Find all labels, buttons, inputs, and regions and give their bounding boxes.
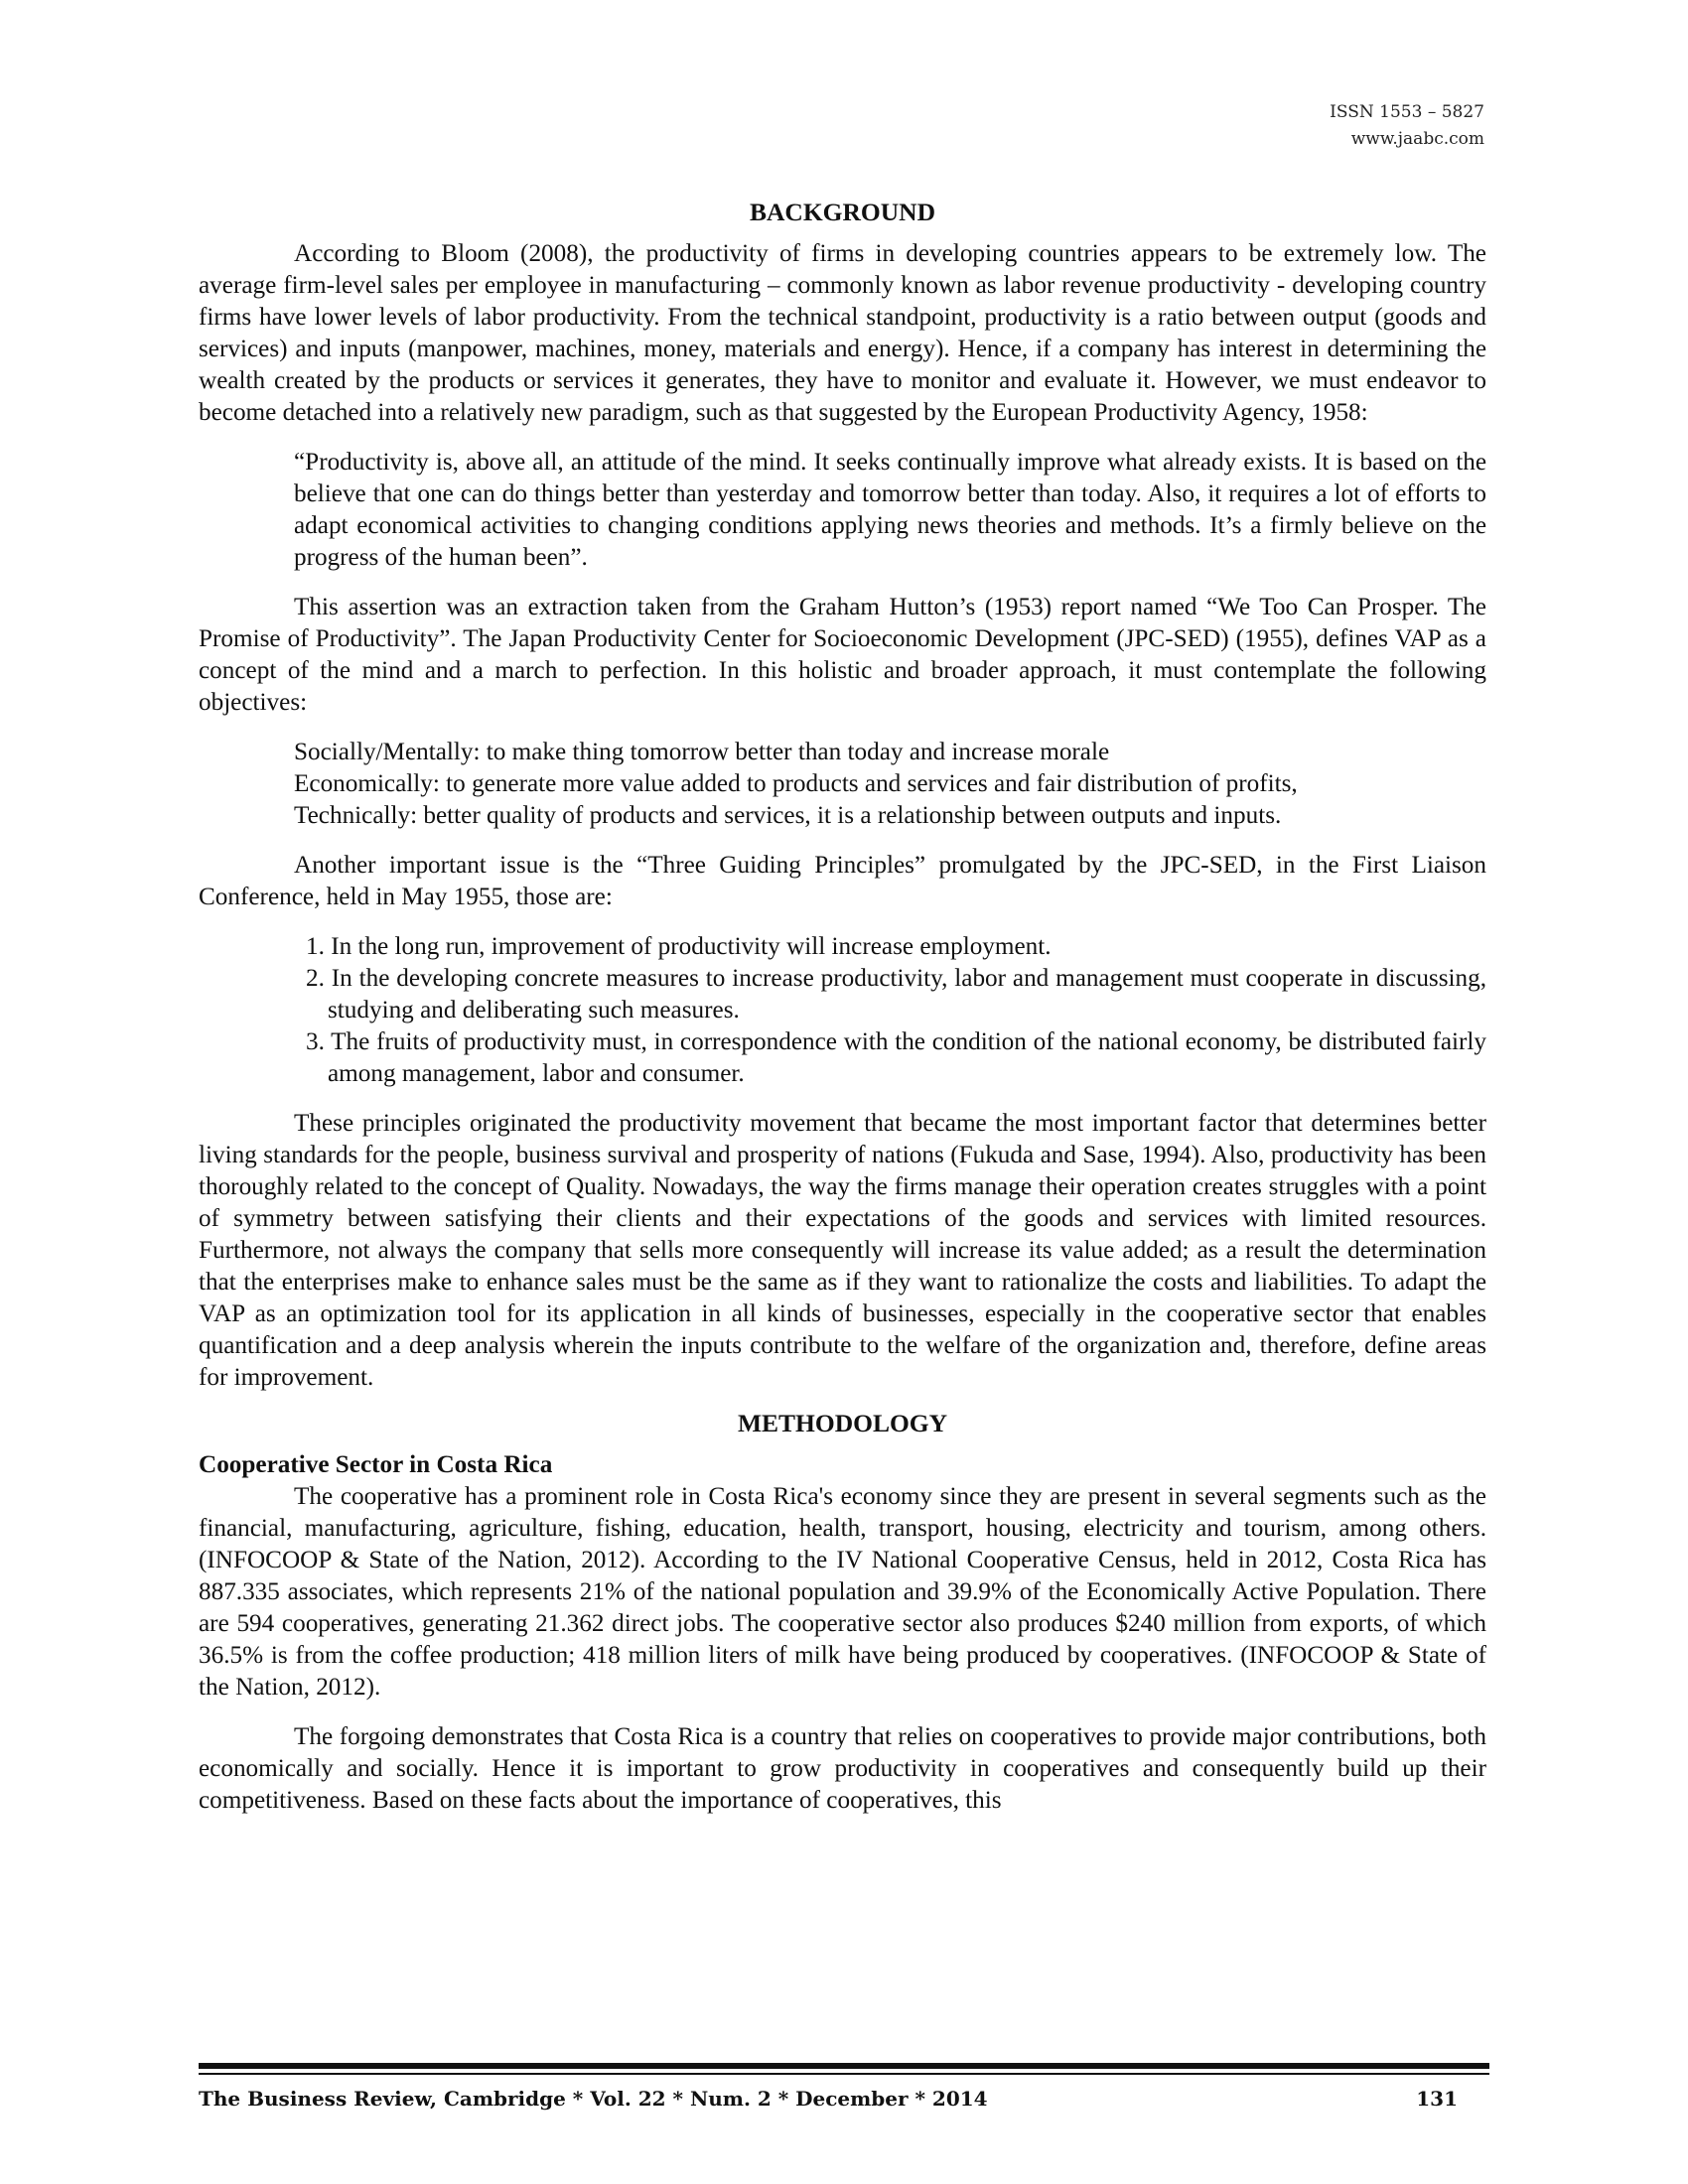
background-paragraph-4: These principles originated the productivity movement that became the most important factor that determines better living standards for the people, business survival and prosperity of nations (Fukuda and Sase, 1994). Also, productivity has been thoroughly related to the concept of Quality. Nowadays, the way the firms manage their operation creates struggles with a point of symmetry between satisfying their clients and their expectations of the goods and services with limited resources. Furthermore, not always the company that sells more consequently will increase its value added; as a result the determination that the enterprises make to enhance sales must be the same as if they want to rationalize the costs and liabilities. To adapt the VAP as an optimization tool for its application in all kinds of businesses, especially in the cooperative sector that enables quantification and a deep analysis wherein the inputs contribute to the welfare of the organization and, therefore, define areas for improvement. <box>199 1110 1486 1391</box>
principle-item: 3. The fruits of productivity must, in correspondence with the condition of the national economy, be distributed fairly among management, labor and consumer. <box>306 1028 1486 1087</box>
background-paragraph-1: According to Bloom (2008), the productivity of firms in developing countries appears to be extremely low. The average firm-level sales per employee in manufacturing – commonly known as labor revenue productivity - developing country firms have lower levels of labor productivity. From the technical standpoint, productivity is a ratio between output (goods and services) and inputs (manpower, machines, money, materials and energy). Hence, if a company has interest in determining the wealth created by the products or services it generates, they have to monitor and evaluate it. However, we must endeavor to become detached into a relatively new paradigm, such as that suggested by the European Productivity Agency, 1958: <box>199 240 1486 426</box>
running-header <box>1330 99 1484 153</box>
page-number: 131 <box>1416 2087 1458 2111</box>
objectives-list <box>294 737 1486 832</box>
footer-divider-thick <box>199 2063 1489 2069</box>
principle-item: 1. In the long run, improvement of productivity will increase employment. <box>306 933 1052 960</box>
methodology-paragraph-1: The cooperative has a prominent role in Costa Rica's economy since they are present in several segments such as the financial, manufacturing, agriculture, fishing, education, health, transport, housing, electricity and tourism, among others. (INFOCOOP & State of the Nation, 2012). According to the IV National Cooperative Census, held in 2012, Costa Rica has 887.335 associates, which represents 21% of the national population and 39.9% of the Economically Active Population. There are 594 cooperatives, generating 21.362 direct jobs. The cooperative sector also produces $240 million from exports, of which 36.5% is from the coffee production; 418 million liters of milk have being produced by cooperatives. (INFOCOOP & State of the Nation, 2012). <box>199 1483 1486 1701</box>
background-paragraph-2: This assertion was an extraction taken from the Graham Hutton’s (1953) report named “We Too Can Prosper. The Promise of Productivity”. The Japan Productivity Center for Socioeconomic Development (JPC-SED) (1955), defines VAP as a concept of the mind and a march to perfection. In this holistic and broader approach, it must contemplate the following objectives: <box>199 594 1486 716</box>
issn-number: ISSN 1553 – 5827 <box>1330 102 1484 122</box>
journal-citation: The Business Review, Cambridge * Vol. 22 * Num. 2 * December * 2014 <box>199 2087 988 2111</box>
principles-list <box>294 931 1486 1090</box>
objective-item: Economically: to generate more value added to products and services and fair distribution of profits, <box>294 770 1298 797</box>
principle-item: 2. In the developing concrete measures to increase productivity, labor and management must cooperate in discussing, studying and deliberating such measures. <box>306 965 1486 1024</box>
block-quote: “Productivity is, above all, an attitude of the mind. It seeks continually improve what already exists. It is based on the believe that one can do things better than yesterday and tomorrow better than today. Also, it requires a lot of efforts to adapt economical activities to changing conditions applying news theories and methods. It’s a firmly believe on the progress of the human been”. <box>294 449 1486 571</box>
objective-item: Technically: better quality of products and services, it is a relationship between outputs and inputs. <box>294 802 1282 829</box>
background-heading: BACKGROUND <box>749 198 935 226</box>
methodology-subheading: Cooperative Sector in Costa Rica <box>199 1451 553 1478</box>
footer-divider-thin <box>199 2073 1489 2075</box>
background-paragraph-3: Another important issue is the “Three Guiding Principles” promulgated by the JPC-SED, in the First Liaison Conference, held in May 1955, those are: <box>199 852 1486 910</box>
main-body <box>199 197 1486 1817</box>
methodology-heading: METHODOLOGY <box>737 1409 948 1437</box>
objective-item: Socially/Mentally: to make thing tomorrow better than today and increase morale <box>294 739 1110 765</box>
methodology-paragraph-2: The forgoing demonstrates that Costa Rica is a country that relies on cooperatives to provide major contributions, both economically and socially. Hence it is important to grow productivity in cooperatives and consequently build up their competitiveness. Based on these facts about the importance of cooperatives, this <box>199 1723 1486 1814</box>
journal-website: www.jaabc.com <box>1350 129 1484 149</box>
